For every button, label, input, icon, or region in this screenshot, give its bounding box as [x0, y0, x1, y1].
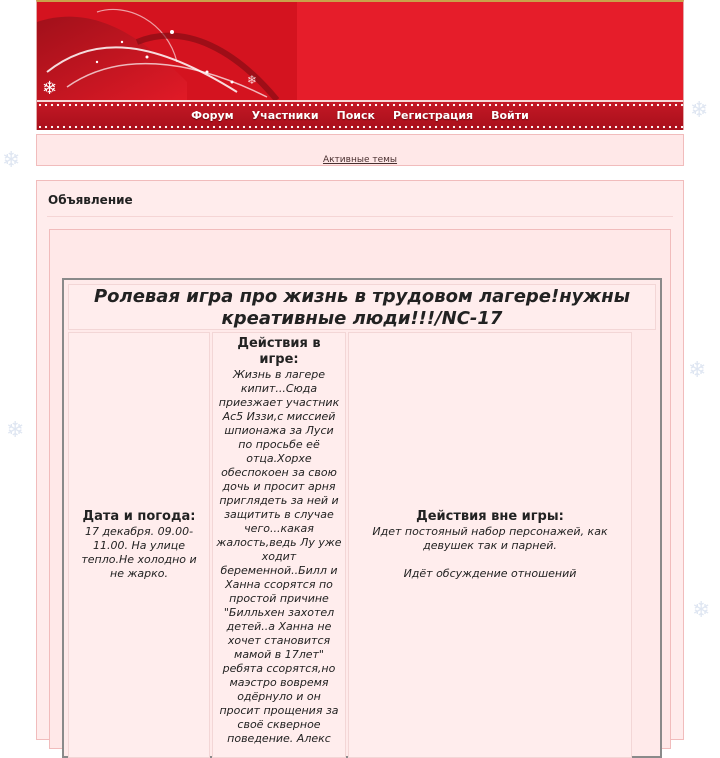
nav-register-link[interactable]: Регистрация: [393, 109, 474, 122]
divider: [47, 216, 673, 217]
snowflake-icon: ❄: [688, 358, 707, 383]
svg-text:❄: ❄: [42, 78, 58, 99]
date-weather-text: 17 декабря. 09.00-11.00. На улице тепло.Не холодно и не жарко.: [81, 525, 197, 580]
snow-border: [37, 102, 683, 108]
out-game-actions-cell: [348, 332, 632, 758]
nav-search-link[interactable]: Поиск: [336, 109, 375, 122]
header-banner: [36, 0, 684, 130]
date-weather-heading: Дата и погода:: [82, 509, 196, 524]
announcement-content: [49, 229, 671, 749]
game-title: Ролевая игра про жизнь в трудовом лагере!нужны креативные люди!!!/NC-17: [68, 284, 656, 330]
main-navigation: [37, 100, 683, 130]
announcement-heading: Объявление: [48, 193, 133, 207]
snowflake-icon: ❄: [690, 98, 709, 123]
in-game-actions-cell: [212, 332, 346, 758]
out-game-line-1: Идет постояный набор персонажей, как девушек так и парней.: [372, 525, 608, 552]
announcement-panel: [36, 180, 684, 745]
out-game-heading: Действия вне игры:: [416, 509, 564, 524]
active-topics-bar: [36, 134, 684, 166]
christmas-ornament-art: [37, 2, 297, 100]
svg-text:❄: ❄: [247, 73, 258, 87]
game-info-table: [62, 278, 662, 758]
in-game-heading: Действия в игре:: [237, 336, 321, 367]
out-game-line-2: Идёт обсуждение отношений: [403, 567, 577, 580]
snowflake-icon: ❄: [2, 148, 21, 173]
nav-members-link[interactable]: Участники: [251, 109, 319, 122]
active-topics-link[interactable]: Активные темы: [322, 155, 398, 165]
in-game-text: Жизнь в лагере кипит...Сюда приезжает участник Ac5 Иззи,с миссией шпионажа за Луси по просьбе её отца.Хорхе обеспокоен за свою дочь и просит арня приглядеть за ней и защитить в случае чего...какая жалость,ведь Лу уже ходит беременной..Билл и Ханна ссорятся по простой причине "Билльхен захотел детей..а Ханна не хочет становится мамой в 17лет" ребята ссорятся,но маэстро вовремя одёрнуло и он просит прощения за своё скверное поведение. Алекс: [216, 368, 342, 745]
snow-border: [37, 124, 683, 130]
snowflake-icon: ❄: [6, 418, 25, 443]
snowflake-icon: ❄: [692, 598, 711, 623]
nav-login-link[interactable]: Войти: [491, 109, 529, 122]
nav-forum-link[interactable]: Форум: [191, 109, 234, 122]
date-weather-cell: [68, 332, 210, 758]
